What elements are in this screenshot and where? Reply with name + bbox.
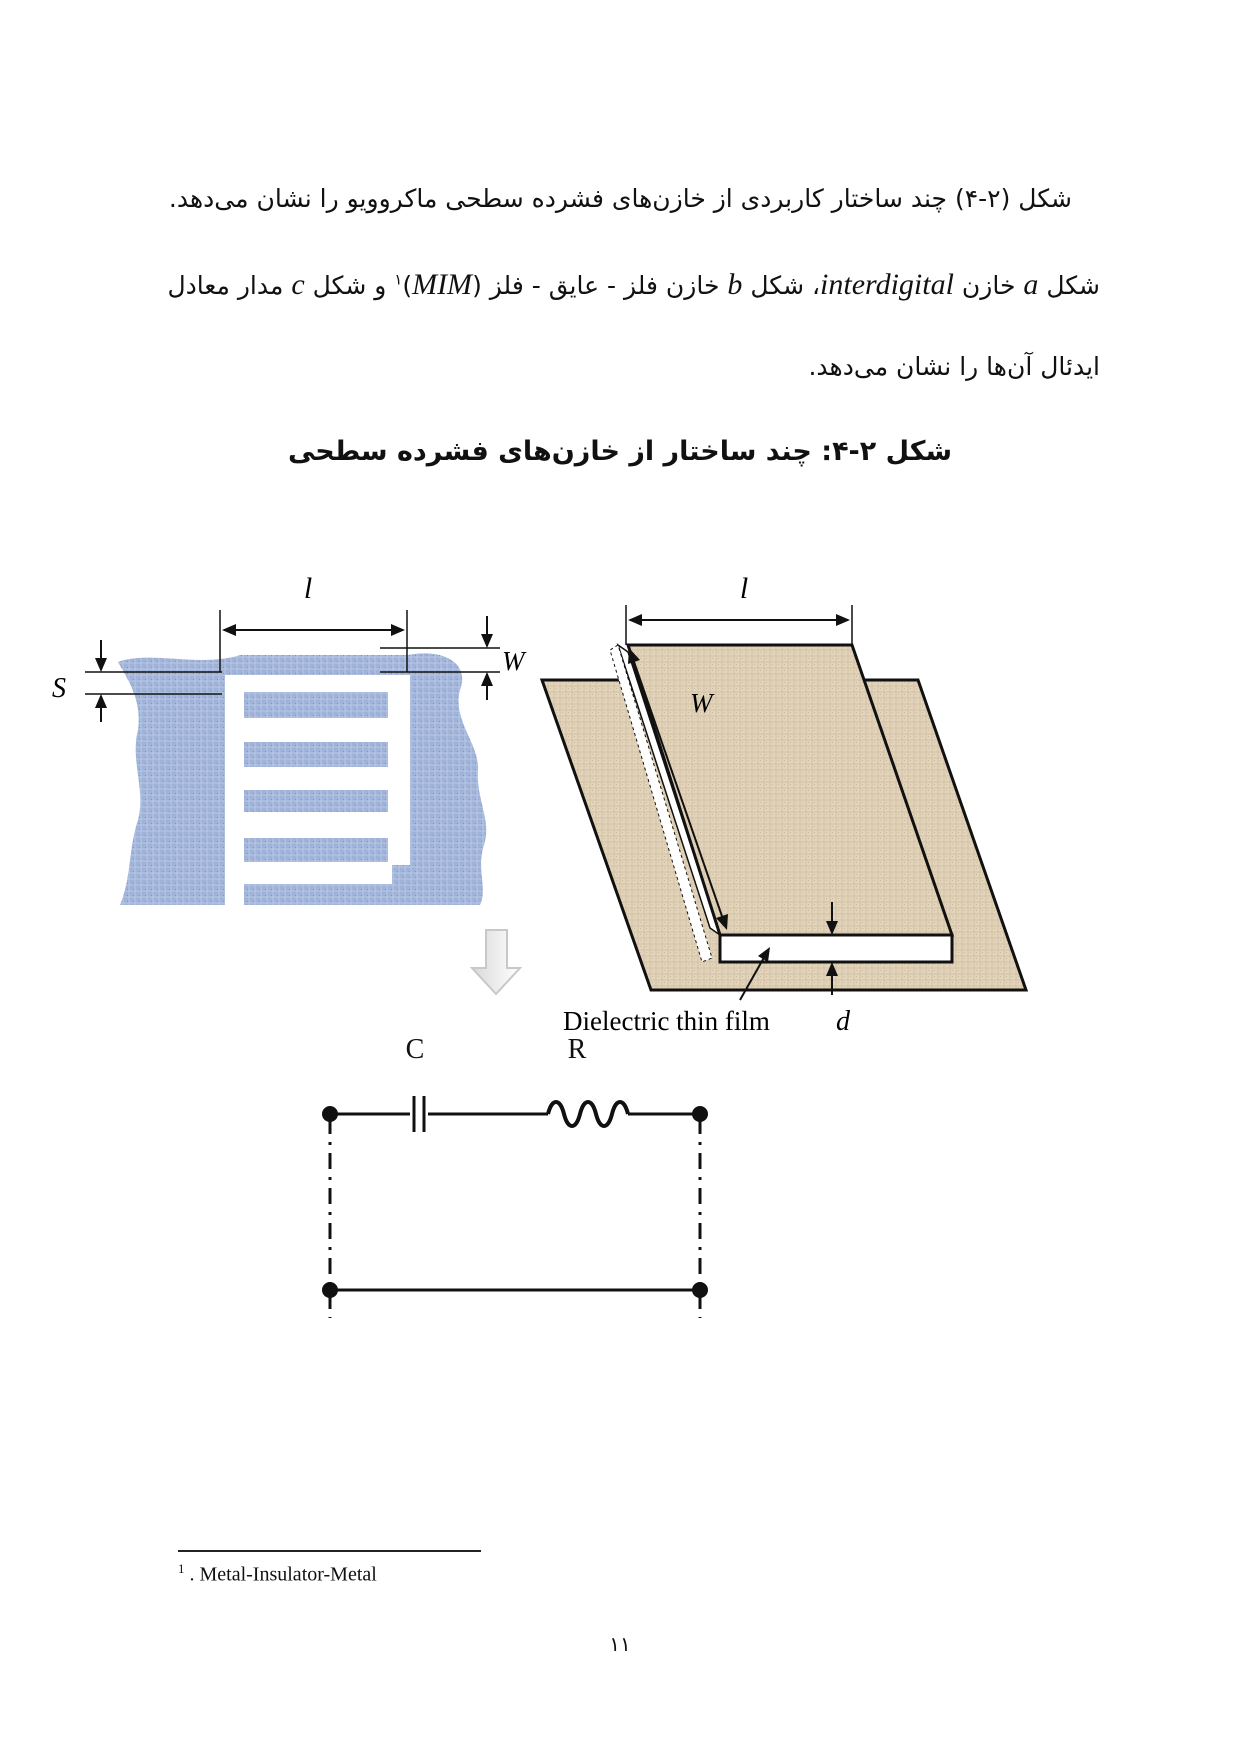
paragraph-line-1: شکل (۲-۴) چند ساختار کاربردی از خازن‌های فشرده سطحی ماکروویو را نشان می‌دهد. [168,184,1072,213]
figure-caption: شکل ۲-۴: چند ساختار از خازن‌های فشرده سطحی [287,436,953,467]
interdigital-gap [244,862,392,884]
footnote-text: . Metal-Insulator-Metal [189,1563,377,1586]
text-fragment: شکل [1046,271,1100,300]
dielectric-film [720,935,952,962]
footnote-rule [178,1550,481,1552]
interdigital-capacitor [52,572,527,905]
text-fragment: ) [402,271,413,300]
footnote-number: 1 [178,1561,185,1576]
mim-capacitor [542,572,1026,1037]
interdigital-gap [225,675,244,905]
down-arrow-icon [472,930,520,994]
node-dot [322,1106,338,1122]
label-w-interdigital: W [502,646,525,676]
label-r: R [567,1034,587,1065]
page-number: ۱۱ [609,1632,631,1656]
dielectric-label: Dielectric thin film [563,1006,770,1036]
variable-b: b [727,268,743,301]
interdigital-gap [244,718,410,742]
variable-a: a [1023,268,1039,301]
label-l-interdigital: l [303,572,313,605]
footnote-marker: ۱ [394,270,403,289]
text-fragment: خازن فلز - عایق - فلز ( [472,271,720,300]
node-dot [322,1282,338,1298]
text-fragment: مدار معادل [167,271,284,300]
label-l-mim: l [739,572,749,605]
equivalent-circuit [322,1096,708,1318]
label-w-mim: W [690,688,713,718]
resistor-symbol [548,1102,628,1126]
term-interdigital: interdigital [820,268,954,301]
text-fragment: و شکل [312,271,395,300]
term-mim: MIM [412,268,473,301]
interdigital-gap [244,812,410,838]
label-d: d [836,1006,850,1037]
node-dot [692,1106,708,1122]
label-s: S [52,673,66,704]
text-fragment: ، شکل [750,271,821,300]
label-c: C [405,1034,425,1065]
text-fragment: خازن [961,271,1016,300]
footnote [178,1561,377,1587]
paragraph-line-3: ایدئال آن‌ها را نشان می‌دهد. [808,352,1100,381]
node-dot [692,1282,708,1298]
interdigital-gap [244,767,388,790]
interdigital-gap [225,675,410,692]
interdigital-gap [388,690,410,865]
variable-c: c [291,268,305,301]
